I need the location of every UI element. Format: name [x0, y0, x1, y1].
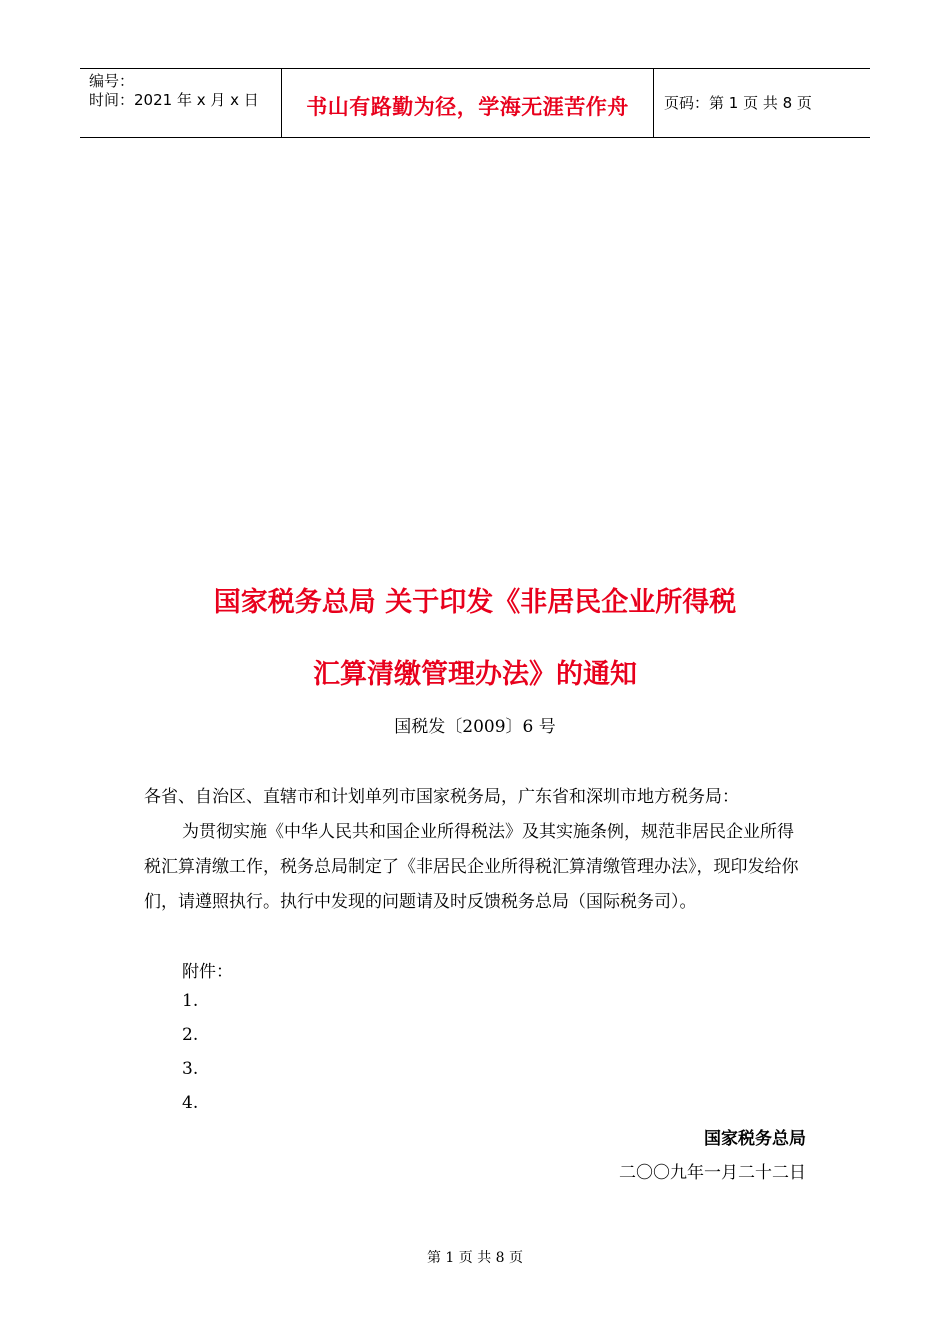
number-label: 编号： — [89, 72, 135, 90]
signature-date: 二〇〇九年一月二十二日 — [619, 1163, 806, 1183]
page-footer: 第 1 页 共 8 页 — [426, 1250, 524, 1266]
time-label: 时间：2021 年 x 月 x 日 — [89, 91, 259, 109]
header-page-cell — [654, 69, 870, 137]
attachment-label: 附件： — [182, 962, 233, 982]
document-number: 国税发〔2009〕6 号 — [394, 717, 556, 737]
header-table — [80, 68, 870, 138]
attachment-item-2: 2. — [182, 1025, 199, 1045]
motto-text: 书山有路勤为径，学海无涯苦作舟 — [306, 94, 629, 119]
header-meta-cell — [80, 69, 281, 137]
document-title-line2: 汇算清缴管理办法》的通知 — [313, 659, 637, 690]
header-motto-cell — [281, 69, 654, 137]
document-title-line1: 国家税务总局 关于印发《非居民企业所得税 — [213, 587, 737, 618]
addressee: 各省、自治区、直辖市和计划单列市国家税务局，广东省和深圳市地方税务局： — [144, 787, 739, 807]
attachment-item-1: 1. — [182, 991, 199, 1011]
attachment-item-3: 3. — [182, 1059, 199, 1079]
attachment-item-4: 4. — [182, 1093, 199, 1113]
signature-org: 国家税务总局 — [704, 1129, 806, 1149]
body-paragraph: 为贯彻实施《中华人民共和国企业所得税法》及其实施条例，规范非居民企业所得税汇算清缴工作，税务总局制定了《非居民企业所得税汇算清缴管理办法》，现印发给你们，请遵照执行。执行中发现的问题请及时反馈税务总局（国际税务司）。 — [144, 822, 799, 912]
page-info: 页码：第 1 页 共 8 页 — [664, 94, 812, 112]
